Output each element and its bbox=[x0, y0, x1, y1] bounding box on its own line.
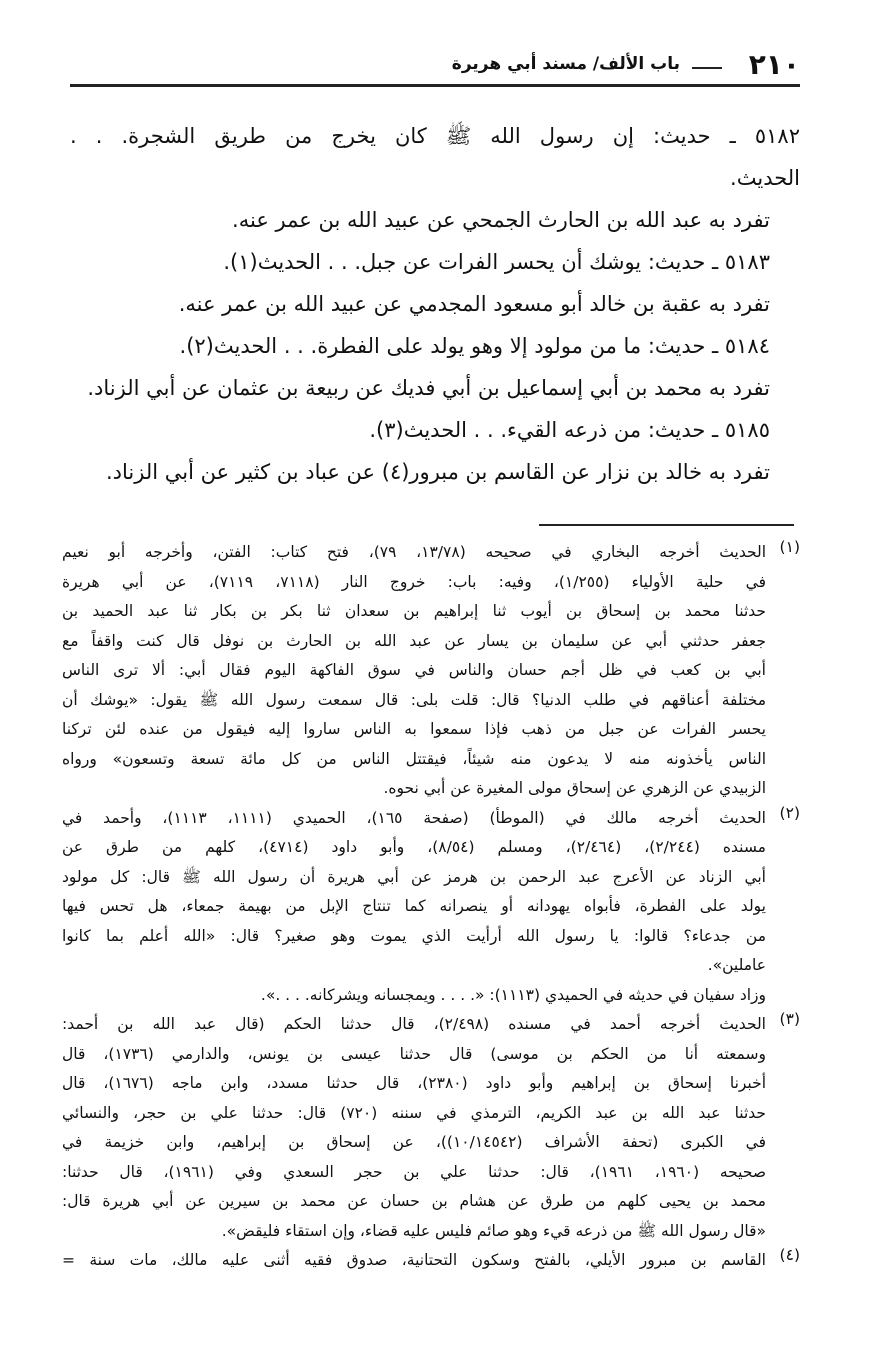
footnote-line: يولد على الفطرة، فأبواه يهودانه أو ينصرانه كما تنتاج الإبل من بهيمة جمعاء، هل تحس فيها bbox=[62, 897, 766, 915]
hadith-5182-continuation: الحديث. bbox=[730, 166, 800, 190]
footnote-line: عاملين». bbox=[707, 956, 766, 974]
footnote-3 bbox=[62, 1010, 800, 1246]
footnote-4 bbox=[62, 1246, 800, 1276]
footnote-text bbox=[62, 1010, 766, 1246]
hadith-5183-note: تفرد به عقبة بن خالد أبو مسعود المجدمي عن عبيد الله بن عمر عنه. bbox=[178, 292, 770, 316]
hadith-5184-note: تفرد به محمد بن أبي إسماعيل بن أبي فديك عن ربيعة بن عثمان عن أبي الزناد. bbox=[87, 376, 770, 400]
footnote-2 bbox=[62, 804, 800, 1011]
footnote-1 bbox=[62, 538, 800, 804]
footnote-separator bbox=[539, 524, 794, 526]
footnote-line: من جدعاء؟ قالوا: يا رسول الله أرأيت الذي يموت وهو صغير؟ قال: «الله أعلم بما كانوا bbox=[62, 926, 766, 945]
footnote-line: أخبرنا إسحاق بن إبراهيم وأبو داود (٢٣٨٠)، قال حدثنا مسدد، وابن ماجه (١٦٧٦)، قال bbox=[62, 1074, 766, 1092]
footnote-line: أبي الزناد عن الأعرج عبد الرحمن بن هرمز عن أبي هريرة أن رسول الله ﷺ قال: كل مولود bbox=[62, 867, 766, 886]
footnote-text bbox=[62, 538, 766, 804]
hadith-5185-note: تفرد به خالد بن نزار عن القاسم بن مبرور(٤) عن عباد بن كثير عن أبي الزناد. bbox=[106, 460, 770, 484]
footnote-line: جعفر حدثني أبي عن سليمان بن يسار عن عبد الله بن الحارث بن نوفل قال كنت واقفاً مع bbox=[62, 631, 766, 650]
footnote-line: الحديث أخرجه البخاري في صحيحه (١٣/٧٨، ٧٩)، فتح كتاب: الفتن، وأخرجه أبو نعيم bbox=[62, 543, 766, 561]
footnote-text bbox=[62, 804, 766, 1011]
footnote-marker: (٢) bbox=[779, 803, 800, 822]
footnote-marker: (٤) bbox=[779, 1246, 800, 1264]
footnote-marker: (٣) bbox=[779, 1010, 800, 1028]
running-header bbox=[70, 46, 800, 86]
footnote-line: الزبيدي عن الزهري عن إسحاق مولى المغيرة عن أبي نحوه. bbox=[383, 779, 766, 797]
running-title: باب الألف/ مسند أبي هريرة bbox=[451, 54, 680, 74]
footnote-line: مختلفة أعناقهم في طلب الدنيا؟ قال: قلت بلى: قال سمعت رسول الله ﷺ يقول: «يوشك أن bbox=[62, 690, 766, 709]
footnote-line: وزاد سفيان في حديثه في الحميدي (١١١٣): «. . . . ويمجسانه ويشركانه. . . .». bbox=[260, 985, 766, 1004]
footnote-line: يحسر الفرات عن جبل من ذهب فإذا سمعوا به الناس ساروا إليه فيقول من عنده لئن تركنا bbox=[62, 720, 766, 738]
hadith-5185-line: ٥١٨٥ ـ حديث: من ذرعه القيء. . . الحديث(٣). bbox=[369, 418, 770, 442]
main-text bbox=[70, 115, 800, 493]
footnote-line: الحديث أخرجه أحمد في مسنده (٢/٤٩٨)، قال حدثنا الحكم (قال عبد الله بن أحمد: bbox=[62, 1015, 766, 1033]
footnote-line: صحيحه (١٩٦٠، ١٩٦١)، قال: حدثنا علي بن حجر السعدي وفي (١٩٦١)، قال حدثنا: bbox=[62, 1162, 766, 1181]
footnote-line: حدثنا محمد بن إسحاق بن أيوب ثنا إبراهيم بن سعدان ثنا بكر بن بكار ثنا عبد الحميد بن bbox=[62, 602, 766, 620]
hadith-5182-note: تفرد به عبد الله بن الحارث الجمحي عن عبيد الله بن عمر عنه. bbox=[232, 208, 770, 232]
footnote-line: الناس يأخذونه منه لا يدعون منه شيئاً، فيقتتل الناس من كل مائة تسعة وتسعون» ورواه bbox=[62, 749, 766, 768]
header-rule bbox=[70, 84, 800, 87]
footnote-line: في حلية الأولياء (١/٢٥٥)، وفيه: باب: خروج النار (٧١١٨، ٧١١٩)، عن أبي هريرة bbox=[62, 572, 766, 591]
hadith-5183-line: ٥١٨٣ ـ حديث: يوشك أن يحسر الفرات عن جبل. . . الحديث(١). bbox=[223, 250, 770, 274]
footnote-marker: (١) bbox=[779, 538, 800, 556]
footnote-text bbox=[62, 1246, 766, 1276]
footnote-line: أبي بن كعب في ظل أجم حسان والناس في سوق الفاكهة اليوم فقال أبي: ألا ترى الناس bbox=[62, 661, 766, 679]
hadith-5184-line: ٥١٨٤ ـ حديث: ما من مولود إلا وهو يولد على الفطرة. . . الحديث(٢). bbox=[179, 334, 770, 358]
footnote-line: حدثنا عبد الله بن عبد الكريم، الترمذي في سننه (٧٢٠) قال: حدثنا علي بن حجر، والنسائي bbox=[62, 1103, 766, 1122]
footnote-line: في الكبرى (تحفة الأشراف (١٠/١٤٥٤٢))، عن إسحاق بن إبراهيم، وابن خزيمة في bbox=[62, 1133, 766, 1151]
footnotes bbox=[62, 538, 800, 1276]
footnote-line: القاسم بن مبرور الأيلي، بالفتح وسكون التحتانية، صدوق فقيه أثنى عليه مالك، مات سنة = bbox=[62, 1251, 766, 1269]
footnote-line: الحديث أخرجه مالك في (الموطأ) (صفحة ١٦٥)، الحميدي (١١١١، ١١١٣)، وأحمد في bbox=[62, 808, 766, 827]
hadith-5182-line: ٥١٨٢ ـ حديث: إن رسول الله ﷺ كان يخرج من طريق الشجرة. . . bbox=[70, 124, 800, 148]
footnote-line: «قال رسول الله ﷺ من ذرعه قيء وهو صائم فليس عليه قضاء، وإن استقاء فليقض». bbox=[221, 1221, 766, 1240]
footnote-line: مسنده (٢/٢٤٤)، (٢/٤٦٤)، ومسلم (٨/٥٤)، وأبو داود (٤٧١٤)، كلهم من طرق عن bbox=[62, 838, 766, 856]
footnote-line: محمد بن يحيى كلهم من طرق عن هشام بن حسان عن محمد بن سيرين عن أبي هريرة قال: bbox=[62, 1192, 766, 1210]
footnote-line: وسمعته أنا من الحكم بن موسى) قال حدثنا عيسى بن يونس، والدارمي (١٧٣٦)، قال bbox=[62, 1044, 766, 1063]
page-number: ٢١٠ bbox=[748, 48, 800, 81]
header-dash bbox=[692, 67, 722, 69]
